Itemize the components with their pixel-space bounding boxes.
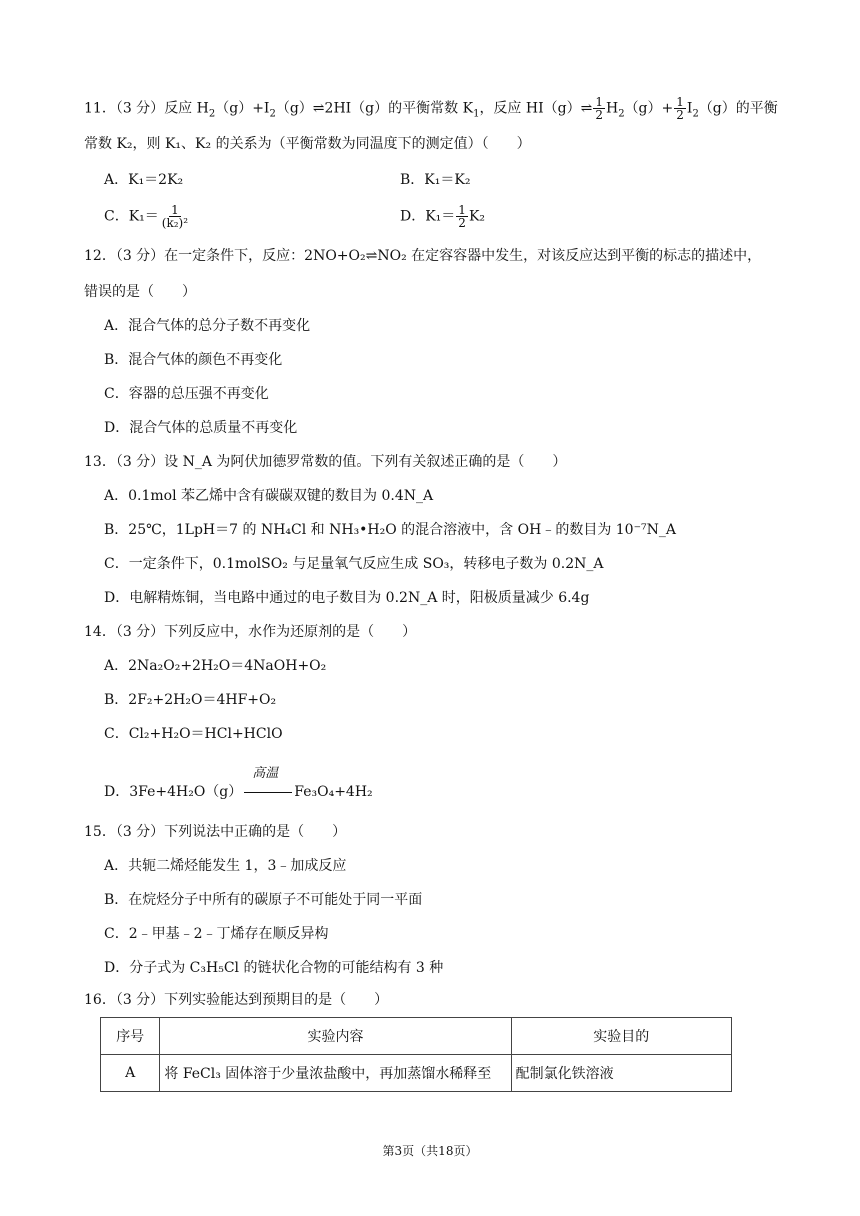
cell-index: A: [101, 1055, 160, 1092]
q11-text: ，反应 HI（g）⇌: [479, 100, 593, 117]
q15-option-b: B．在烷烃分子中所有的碳原子不可能处于同一平面: [104, 892, 423, 908]
q15-option-d: D．分子式为 C₃H₅Cl 的链状化合物的可能结构有 3 种: [104, 960, 444, 976]
q14-option-d: [104, 766, 373, 802]
fraction-half: [456, 204, 468, 229]
reaction-arrow-high-temp: [242, 766, 294, 802]
q11-text: （g）的平衡: [698, 100, 778, 117]
q15-option-a: A．共轭二烯烃能发生 1，3﹣加成反应: [104, 858, 347, 874]
q14-option-c: C．Cl₂+H₂O＝HCl+HClO: [104, 726, 283, 742]
q11-line1: [84, 96, 778, 124]
q11-number: 11．: [84, 100, 116, 117]
q12-option-b: B．混合气体的颜色不再变化: [104, 352, 283, 368]
q15-option-c: C．2﹣甲基﹣2﹣丁烯存在顺反异构: [104, 926, 329, 942]
fraction-half: [593, 96, 605, 121]
q11-text: 反应 H: [164, 100, 209, 117]
page-footer: 第3页（共18页）: [382, 1144, 478, 1158]
frac-den: 2: [595, 108, 603, 122]
option-text: K₂: [468, 208, 486, 225]
reaction-bar: [244, 792, 292, 793]
q12-line2: 错误的是（ ）: [84, 284, 196, 300]
table-row: [101, 1055, 732, 1092]
option-text: Fe₃O₄+4H₂: [294, 784, 373, 800]
q11-option-c: [104, 204, 191, 229]
q12-option-d: D．混合气体的总质量不再变化: [104, 420, 298, 436]
sub: 2: [692, 108, 699, 120]
q14-option-a: A．2Na₂O₂+2H₂O＝4NaOH+O₂: [104, 658, 327, 674]
q11-option-d: [400, 204, 485, 229]
q14-line1: 14．（3 分）下列反应中，水作为还原剂的是（ ）: [84, 624, 417, 640]
q13-option-b: B．25℃，1LpH＝7 的 NH₄Cl 和 NH₃•H₂O 的混合溶液中，含 OH﹣的数目为 10⁻⁷N_A: [104, 522, 676, 538]
frac-num: 1: [595, 95, 603, 109]
frac-num: 1: [458, 203, 466, 217]
sub: 2: [208, 108, 216, 120]
q11-option-a: A．K₁＝2K₂: [104, 172, 184, 188]
table-header-row: [101, 1018, 732, 1055]
frac-num: 1: [171, 203, 179, 217]
frac-den: (k₂)²: [161, 216, 189, 230]
option-text: C．K₁＝: [104, 208, 159, 225]
cell-purpose: 配制氯化铁溶液: [511, 1055, 731, 1092]
header-index: 序号: [101, 1018, 160, 1055]
q11-text: H: [605, 100, 619, 117]
q12-option-c: C．容器的总压强不再变化: [104, 386, 269, 402]
q13-option-a: A．0.1mol 苯乙烯中含有碳碳双键的数目为 0.4N_A: [104, 488, 434, 504]
option-text: D．K₁＝: [400, 208, 456, 225]
frac-den: 2: [676, 108, 684, 122]
cell-content: 将 FeCl₃ 固体溶于少量浓盐酸中，再加蒸馏水稀释至: [160, 1055, 511, 1092]
sub: 1: [473, 108, 480, 120]
q11-score: （3 分）: [115, 100, 165, 117]
q14-option-b: B．2F₂+2H₂O＝4HF+O₂: [104, 692, 277, 708]
option-text: D．3Fe+4H₂O（g）: [104, 784, 243, 800]
q11-text: I: [686, 100, 693, 117]
header-content: 实验内容: [160, 1018, 511, 1055]
header-purpose: 实验目的: [511, 1018, 731, 1055]
q13-option-d: D．电解精炼铜，当电路中通过的电子数目为 0.2N_A 时，阳极质量减少 6.4g: [104, 590, 590, 606]
q16-line1: 16．（3 分）下列实验能达到预期目的是（ ）: [84, 992, 389, 1008]
q12-line1: 12．（3 分）在一定条件下，反应：2NO+O₂⇌NO₂ 在定容容器中发生，对该反应达到平衡的标志的描述中，: [84, 248, 762, 264]
sub: 2: [269, 108, 276, 120]
fraction-half: [674, 96, 686, 121]
q12-option-a: A．混合气体的总分子数不再变化: [104, 318, 311, 334]
condition-label: 高温: [252, 766, 279, 781]
fraction: [160, 204, 190, 229]
frac-den: 2: [458, 216, 466, 230]
sub: 2: [618, 108, 625, 120]
experiment-table: [100, 1017, 732, 1092]
q11-text: （g）⇌2HI（g）的平衡常数 K: [275, 100, 474, 117]
q11-text: （g）+: [624, 100, 674, 117]
q13-line1: 13．（3 分）设 N_A 为阿伏加德罗常数的值。下列有关叙述正确的是（ ）: [84, 454, 567, 470]
q11-text: （g）+I: [215, 100, 270, 117]
frac-num: 1: [676, 95, 684, 109]
q13-option-c: C．一定条件下，0.1molSO₂ 与足量氧气反应生成 SO₃，转移电子数为 0.2N_A: [104, 556, 604, 572]
q11-line2: 常数 K₂，则 K₁、K₂ 的关系为（平衡常数为同温度下的测定值）（ ）: [84, 136, 531, 152]
q11-option-b: B．K₁＝K₂: [400, 172, 471, 188]
q15-line1: 15．（3 分）下列说法中正确的是（ ）: [84, 824, 347, 840]
